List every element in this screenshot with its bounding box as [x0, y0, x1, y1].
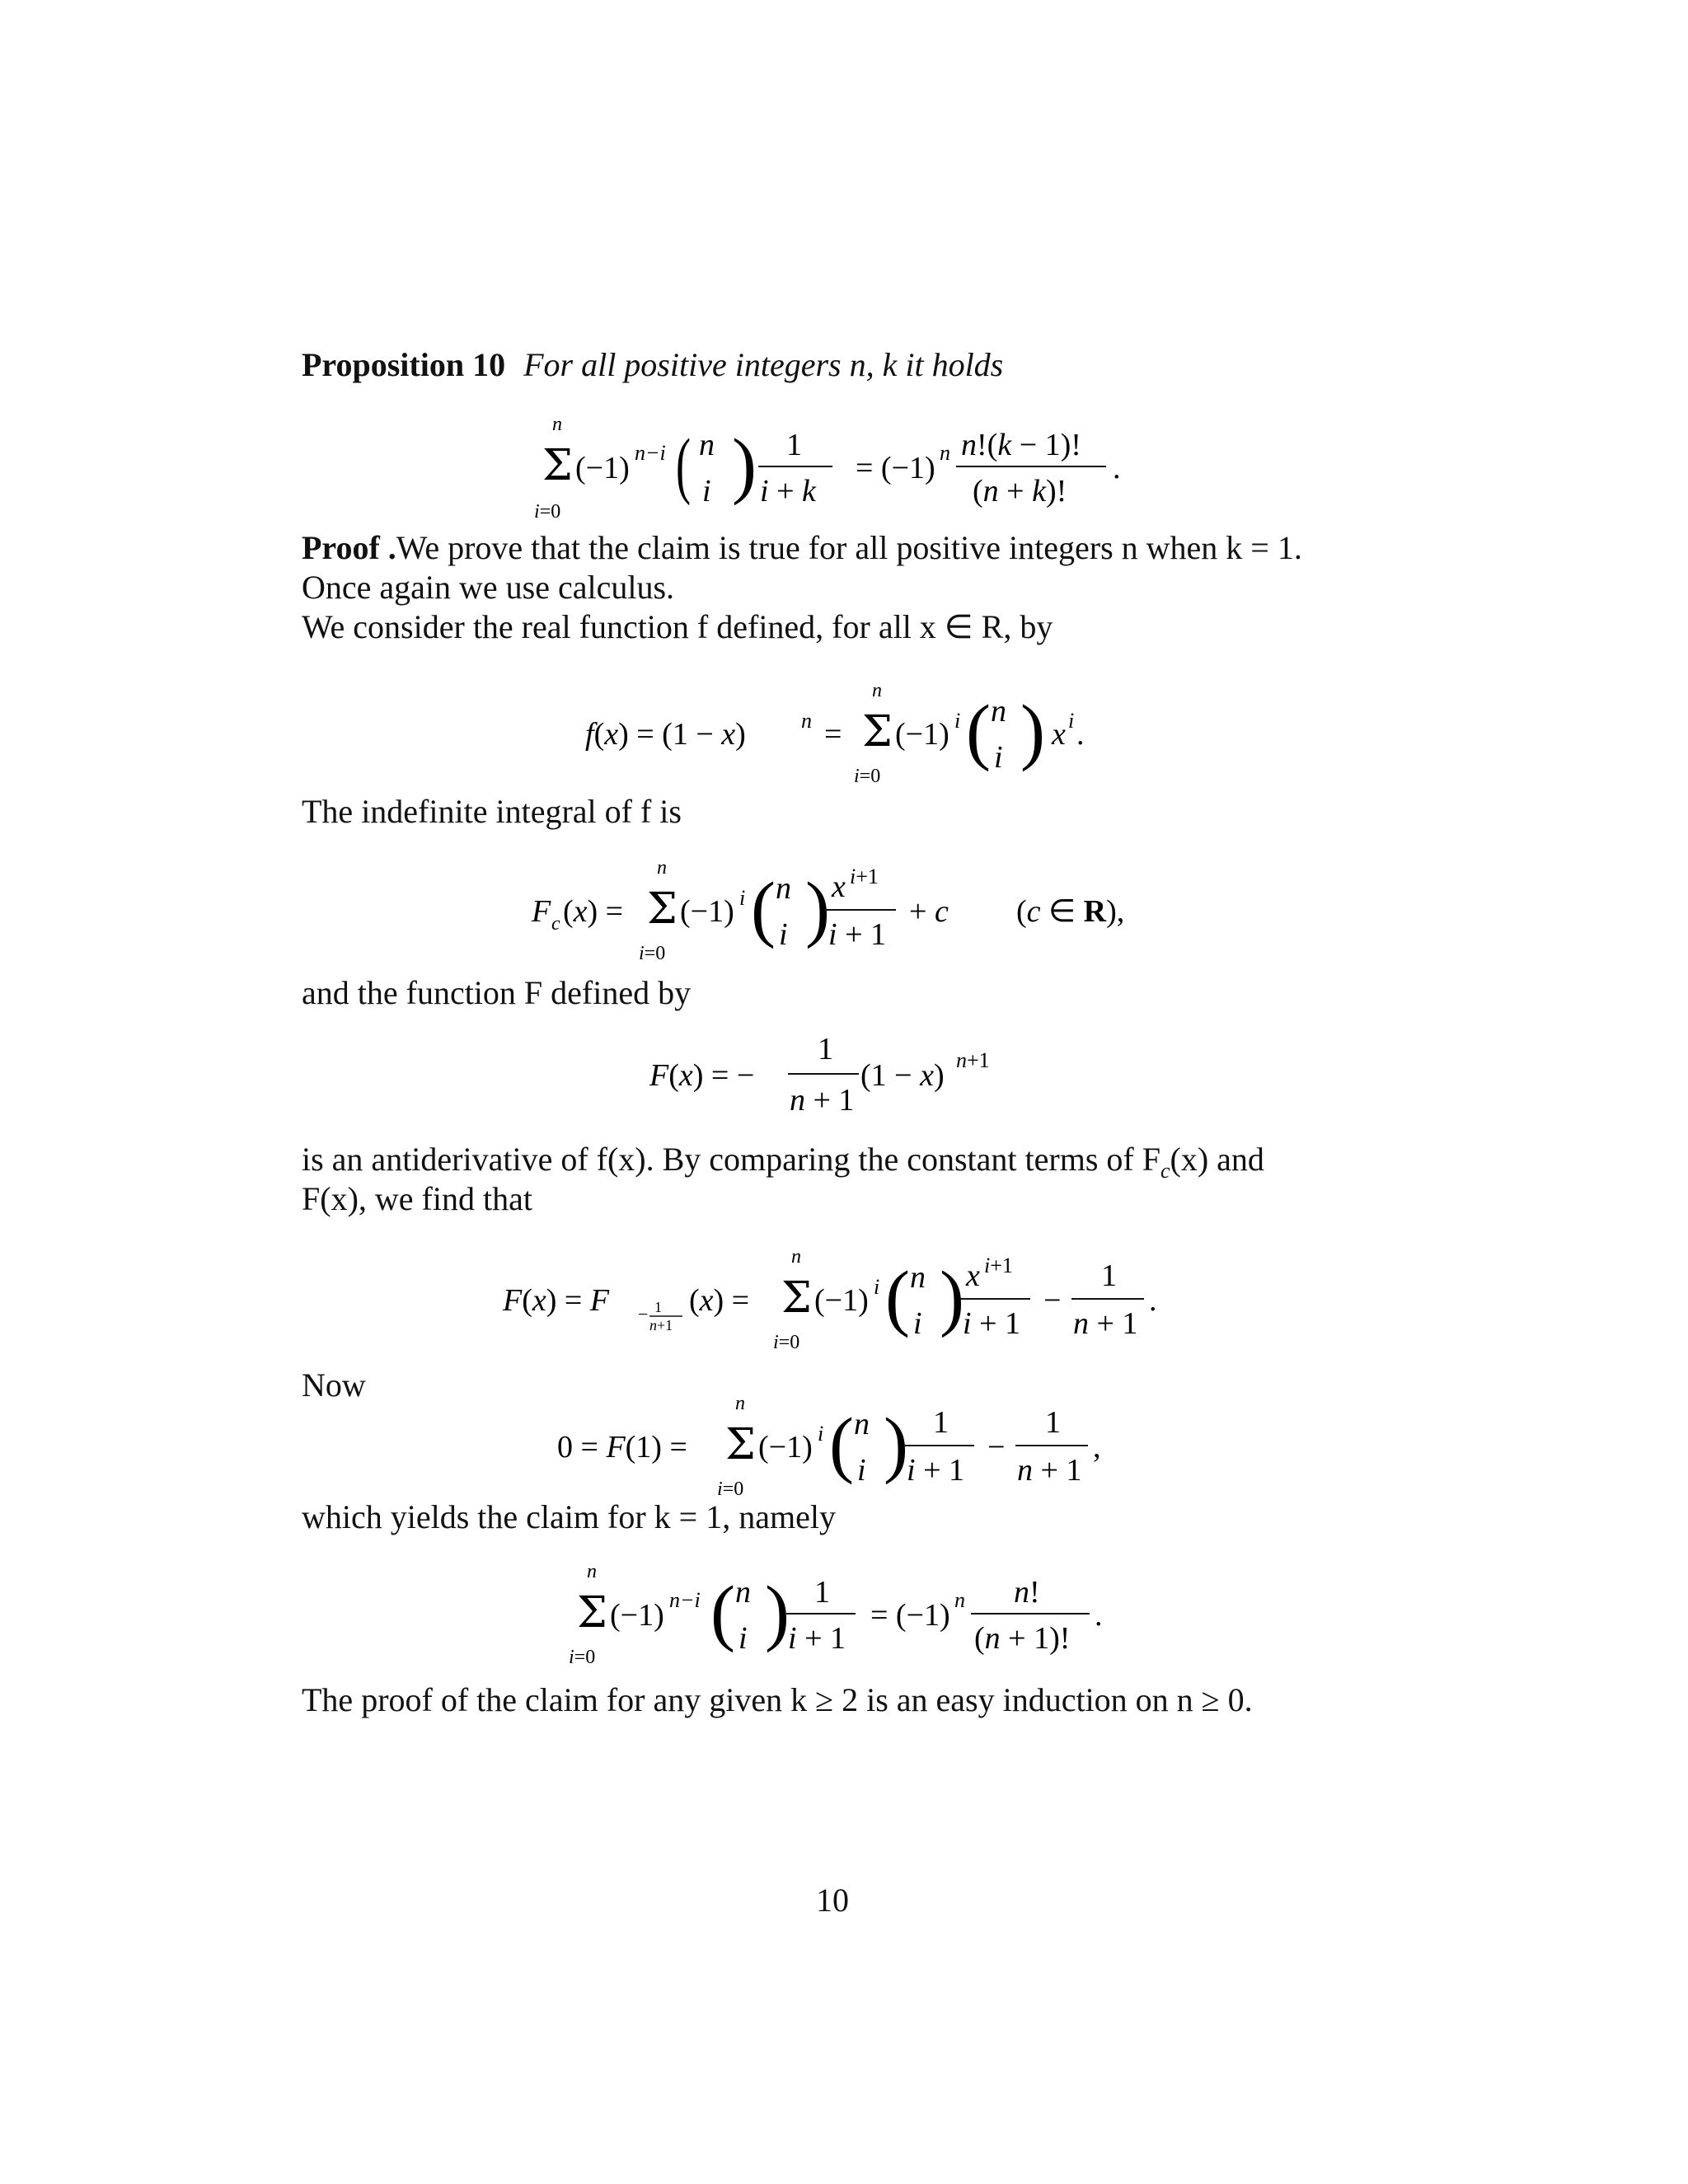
svg-text:x: x — [1052, 717, 1066, 752]
svg-text:(1 − x): (1 − x) — [860, 1058, 945, 1093]
proof-line-4: The indefinite integral of f is — [302, 793, 682, 830]
svg-text:(: ( — [829, 1404, 854, 1485]
svg-text:F(x) = F: F(x) = F — [503, 1283, 610, 1318]
svg-text:n+1: n+1 — [649, 1317, 673, 1333]
svg-text:Σ: Σ — [542, 441, 573, 490]
svg-text:,: , — [1093, 1430, 1101, 1465]
svg-text:i: i — [818, 1422, 824, 1446]
svg-text:+ c: + c — [909, 894, 949, 929]
svg-text:i=0: i=0 — [717, 1479, 744, 1500]
svg-text:n: n — [910, 1260, 926, 1295]
svg-text:i + 1: i + 1 — [963, 1306, 1020, 1341]
proposition-heading — [302, 344, 1003, 386]
proof-line-3: We consider the real function f defined, for all x ∈ R, by — [302, 608, 1053, 645]
proof-line-2: Once again we use calculus. — [302, 569, 675, 606]
svg-text:(−1): (−1) — [610, 1598, 664, 1633]
svg-text:−: − — [1043, 1283, 1062, 1318]
svg-text:n: n — [854, 1407, 870, 1441]
svg-text:Σ: Σ — [781, 1273, 812, 1323]
svg-text:c: c — [551, 913, 560, 935]
svg-text:1: 1 — [814, 1575, 830, 1610]
equation-1-svg — [528, 412, 1154, 544]
svg-text:n + 1: n + 1 — [790, 1083, 855, 1118]
svg-text:i: i — [874, 1275, 880, 1299]
svg-text:1: 1 — [933, 1405, 949, 1440]
svg-text:(−1): (−1) — [575, 451, 630, 485]
svg-text:n: n — [954, 1588, 965, 1612]
svg-text:(n + k)!: (n + k)! — [973, 474, 1067, 509]
svg-text:= (−1): = (−1) — [856, 451, 935, 485]
svg-text:i + 1: i + 1 — [907, 1453, 964, 1488]
svg-text:0 = F(1) =: 0 = F(1) = — [557, 1430, 687, 1465]
svg-text:(−1): (−1) — [758, 1430, 813, 1465]
svg-text:n: n — [735, 1393, 745, 1414]
svg-text:n: n — [735, 1575, 751, 1610]
proof-text-6-end: (x) and — [1170, 1141, 1264, 1178]
svg-text:1: 1 — [818, 1032, 833, 1066]
svg-text:(x) =: (x) = — [689, 1283, 750, 1318]
equation-2-svg — [585, 680, 1113, 804]
svg-text:−: − — [987, 1430, 1006, 1465]
svg-text:): ) — [805, 868, 830, 949]
svg-text:i=0: i=0 — [854, 766, 881, 787]
svg-text:n: n — [587, 1561, 597, 1582]
svg-text:F(x) = −: F(x) = − — [649, 1058, 755, 1093]
svg-text:): ) — [1020, 691, 1045, 772]
svg-text:i=0: i=0 — [569, 1647, 596, 1668]
svg-text:(−1): (−1) — [680, 894, 734, 929]
svg-text:n: n — [872, 680, 882, 701]
proof-text-1: We prove that the claim is true for all positive integers n when k = 1. — [396, 529, 1302, 566]
svg-text:n: n — [776, 871, 791, 906]
svg-text:n: n — [552, 414, 562, 435]
svg-text:(−1): (−1) — [814, 1283, 869, 1318]
equation-3-svg — [532, 857, 1158, 981]
svg-text:Σ: Σ — [862, 707, 893, 757]
svg-text:i: i — [1068, 709, 1075, 733]
svg-text:i: i — [913, 1306, 922, 1341]
svg-text:i + k: i + k — [760, 474, 816, 509]
svg-text:n + 1: n + 1 — [1073, 1306, 1138, 1341]
svg-text:i=0: i=0 — [534, 501, 561, 523]
svg-text:i: i — [857, 1453, 866, 1488]
svg-text:n: n — [657, 857, 667, 879]
svg-text:x: x — [832, 869, 846, 904]
svg-text:(x) =: (x) = — [563, 894, 624, 929]
svg-text:(: ( — [966, 691, 991, 772]
svg-text:n−i: n−i — [635, 441, 666, 465]
proof-line-1 — [302, 527, 1302, 569]
equation-7 — [562, 1559, 1156, 1691]
svg-text:(−1): (−1) — [895, 717, 950, 752]
svg-text:): ) — [940, 1257, 964, 1338]
svg-text:1: 1 — [1101, 1258, 1117, 1293]
equation-4-svg — [649, 1034, 1045, 1133]
svg-text:Σ: Σ — [577, 1588, 607, 1638]
svg-text:i=0: i=0 — [639, 943, 666, 964]
svg-text:i: i — [738, 1621, 748, 1656]
svg-text:i: i — [994, 740, 1003, 775]
svg-text:n: n — [801, 709, 812, 733]
svg-text:.: . — [1095, 1598, 1103, 1633]
svg-text:i+1: i+1 — [984, 1254, 1013, 1277]
svg-text:n!: n! — [1014, 1575, 1040, 1610]
svg-text:n: n — [991, 694, 1006, 729]
svg-text:): ) — [765, 1572, 790, 1653]
proof-line-8: Now — [302, 1366, 366, 1404]
page-number: 10 — [816, 1882, 849, 1919]
proof-line-7: F(x), we find that — [302, 1180, 532, 1217]
svg-text:n: n — [940, 441, 950, 465]
equation-4 — [649, 1034, 1045, 1141]
svg-text:i=0: i=0 — [773, 1332, 800, 1353]
svg-text:): ) — [732, 424, 757, 506]
svg-text:n−i: n−i — [669, 1588, 701, 1612]
svg-text:i: i — [779, 917, 788, 952]
svg-text:i + 1: i + 1 — [788, 1621, 846, 1656]
proposition-statement: For all positive integers n, k it holds — [523, 346, 1004, 383]
proof-line-10: The proof of the claim for any given k ≥ 2 is an easy induction on n ≥ 0. — [302, 1681, 1253, 1718]
svg-text:f(x) = (1 − x): f(x) = (1 − x) — [585, 717, 746, 752]
svg-text:F: F — [532, 894, 551, 929]
svg-text:n + 1: n + 1 — [1017, 1453, 1082, 1488]
svg-text:1: 1 — [654, 1299, 662, 1315]
svg-text:): ) — [884, 1404, 908, 1485]
proof-line-9: which yields the claim for k = 1, namely — [302, 1498, 836, 1535]
svg-text:i: i — [702, 474, 711, 509]
svg-text:.: . — [1149, 1283, 1157, 1318]
svg-text:(c ∈ R),: (c ∈ R), — [1016, 894, 1125, 929]
proof-line-5: and the function F defined by — [302, 974, 692, 1011]
svg-text:(: ( — [885, 1257, 910, 1338]
svg-text:n!(k − 1)!: n!(k − 1)! — [961, 428, 1081, 462]
equation-5-svg — [503, 1246, 1179, 1370]
svg-text:i: i — [954, 709, 961, 733]
proof-text-6-sub: c — [1160, 1159, 1170, 1183]
proposition-label: Proposition 10 — [302, 346, 506, 383]
svg-text:(: ( — [710, 1572, 735, 1653]
svg-text:n+1: n+1 — [956, 1048, 990, 1072]
svg-text:Σ: Σ — [647, 884, 678, 934]
svg-text:.: . — [1076, 717, 1085, 752]
svg-text:(: ( — [676, 424, 691, 507]
svg-text:(: ( — [751, 868, 776, 949]
proof-label: Proof . — [302, 529, 396, 566]
equation-5 — [503, 1246, 1179, 1378]
svg-text:n: n — [791, 1246, 801, 1268]
svg-text:Σ: Σ — [725, 1420, 756, 1469]
svg-text:1: 1 — [1045, 1405, 1061, 1440]
svg-text:.: . — [1113, 451, 1121, 485]
svg-text:x: x — [966, 1258, 980, 1293]
equation-3 — [532, 857, 1158, 989]
equation-7-svg — [562, 1559, 1156, 1683]
svg-text:(n + 1)!: (n + 1)! — [974, 1621, 1071, 1656]
proof-text-6: is an antiderivative of f(x). By comparing the constant terms of F — [302, 1141, 1160, 1178]
svg-text:i+1: i+1 — [850, 865, 879, 888]
svg-text:= (−1): = (−1) — [870, 1598, 950, 1633]
svg-text:−: − — [638, 1304, 649, 1324]
svg-text:1: 1 — [786, 428, 802, 462]
svg-text:i + 1: i + 1 — [828, 917, 886, 952]
svg-text:i: i — [739, 886, 746, 910]
svg-text:=: = — [824, 717, 842, 752]
svg-text:n: n — [699, 428, 715, 462]
